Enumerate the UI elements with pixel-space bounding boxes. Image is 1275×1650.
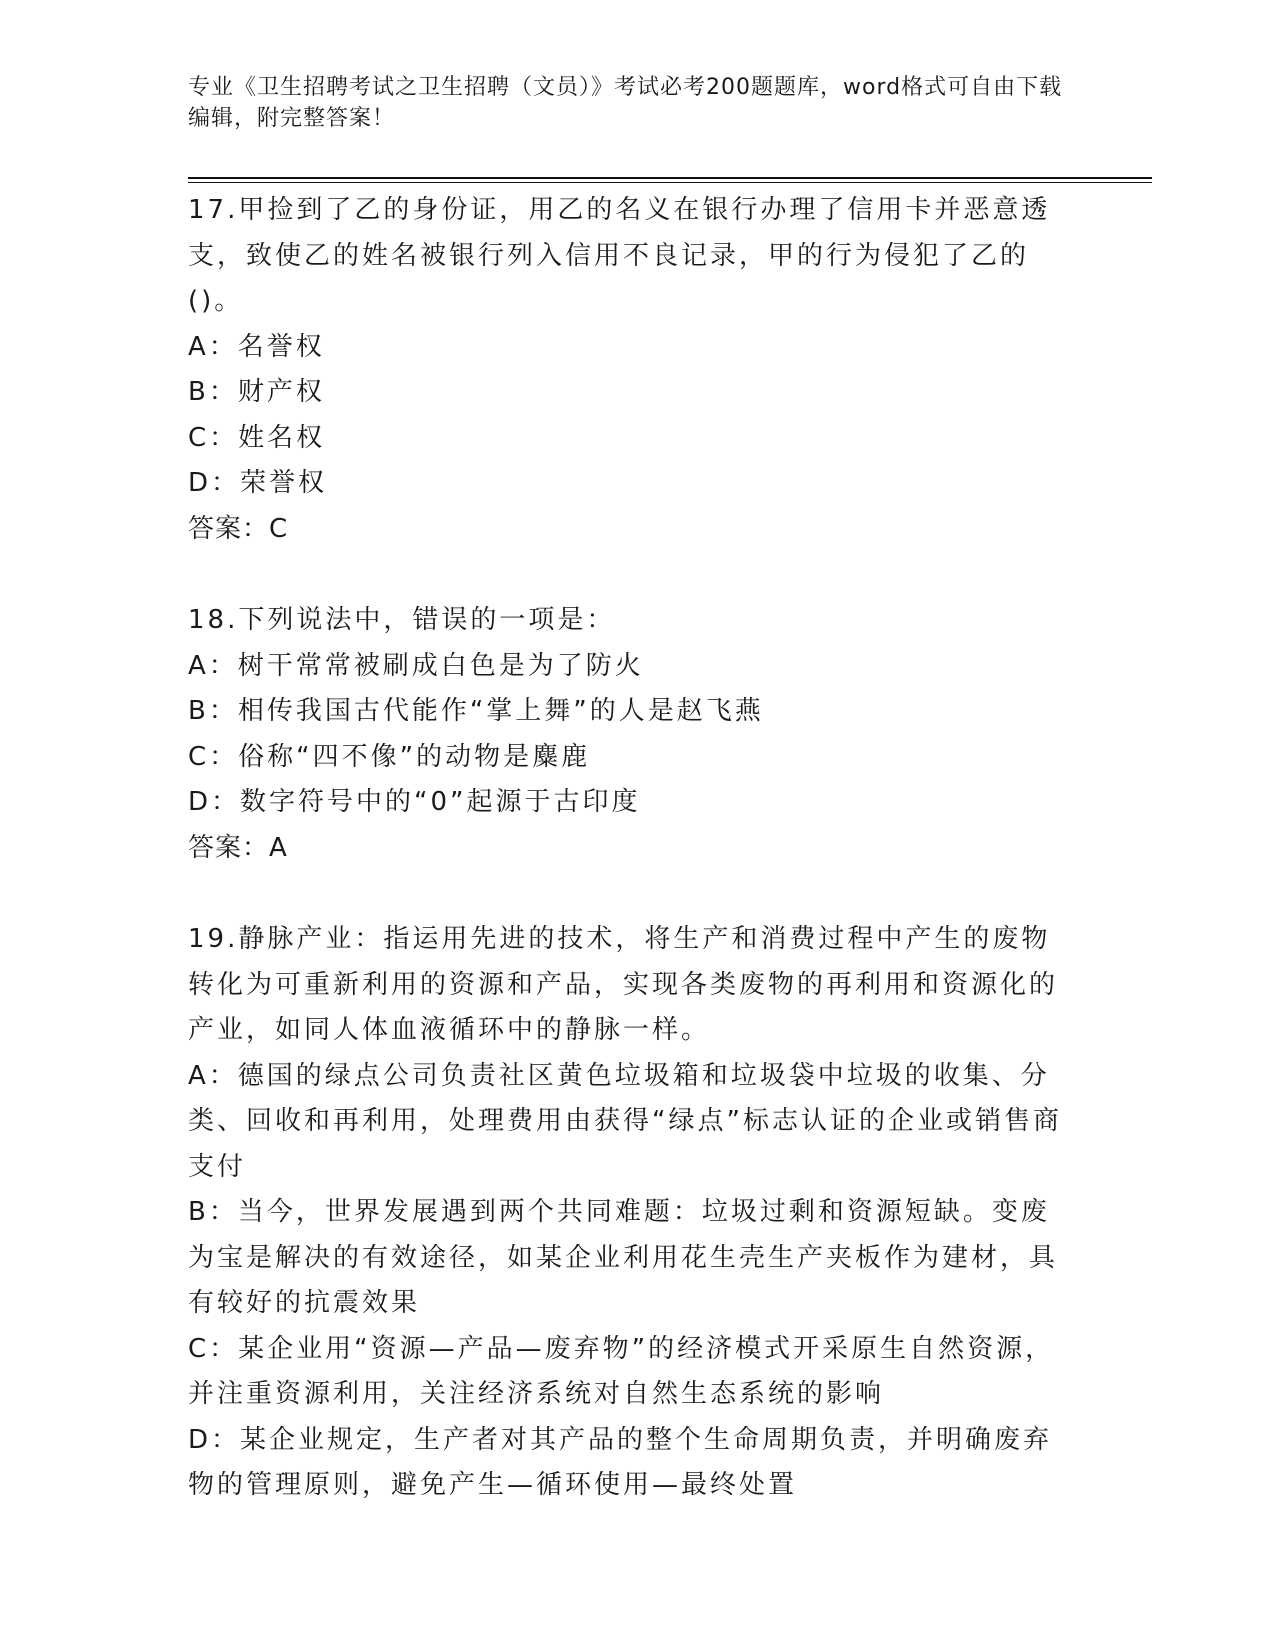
option-a: A：名誉权 [188,331,325,362]
option-b: B：相传我国古代能作“掌上舞”的人是赵飞燕 [188,696,764,726]
option-b: B：财产权 [188,377,325,407]
question-list [188,188,1078,1509]
answer: 答案：C [188,513,289,544]
option-d: D：某企业规定，生产者对其产品的整个生命周期负责，并明确废弃物的管理原则，避免产生—循环使用—最终处置 [188,1424,1053,1500]
option-c: C：姓名权 [188,422,326,453]
question-19 [188,917,1078,1509]
answer: 答案：A [188,832,288,863]
option-c: C：某企业用“资源—产品—废弃物”的经济模式开采原生自然资源，并注重资源利用，关注经济系统对自然生态系统的影响 [188,1333,1055,1409]
document-header: 专业《卫生招聘考试之卫生招聘（文员）》考试必考200题题库，word格式可自由下载编辑，附完整答案！ [188,75,1063,131]
option-d: D：数字符号中的“0”起源于古印度 [188,787,641,817]
question-stem: 17.甲捡到了乙的身份证，用乙的名义在银行办理了信用卡并恶意透支，致使乙的姓名被银行列入信用不良记录，甲的行为侵犯了乙的()。 [188,195,1051,316]
option-d: D：荣誉权 [188,468,328,498]
header-divider-thin [188,182,1152,183]
option-a: A：树干常常被刷成白色是为了防火 [188,650,644,681]
header-divider-thick [188,177,1152,179]
option-a: A：德国的绿点公司负责社区黄色垃圾箱和垃圾袋中垃圾的收集、分类、回收和再利用，处理费用由获得“绿点”标志认证的企业或销售商支付 [188,1060,1062,1182]
question-18 [188,598,1078,871]
option-b: B：当今，世界发展遇到两个共同难题：垃圾过剩和资源短缺。变废为宝是解决的有效途径，如某企业利用花生壳生产夹板作为建材，具有较好的抗震效果 [188,1197,1059,1318]
question-17 [188,188,1078,552]
question-stem: 19.静脉产业：指运用先进的技术，将生产和消费过程中产生的废物转化为可重新利用的资源和产品，实现各类废物的再利用和资源化的产业，如同人体血液循环中的静脉一样。 [188,924,1059,1045]
option-c: C：俗称“四不像”的动物是麋鹿 [188,741,591,772]
question-stem: 18.下列说法中，错误的一项是： [188,605,616,635]
